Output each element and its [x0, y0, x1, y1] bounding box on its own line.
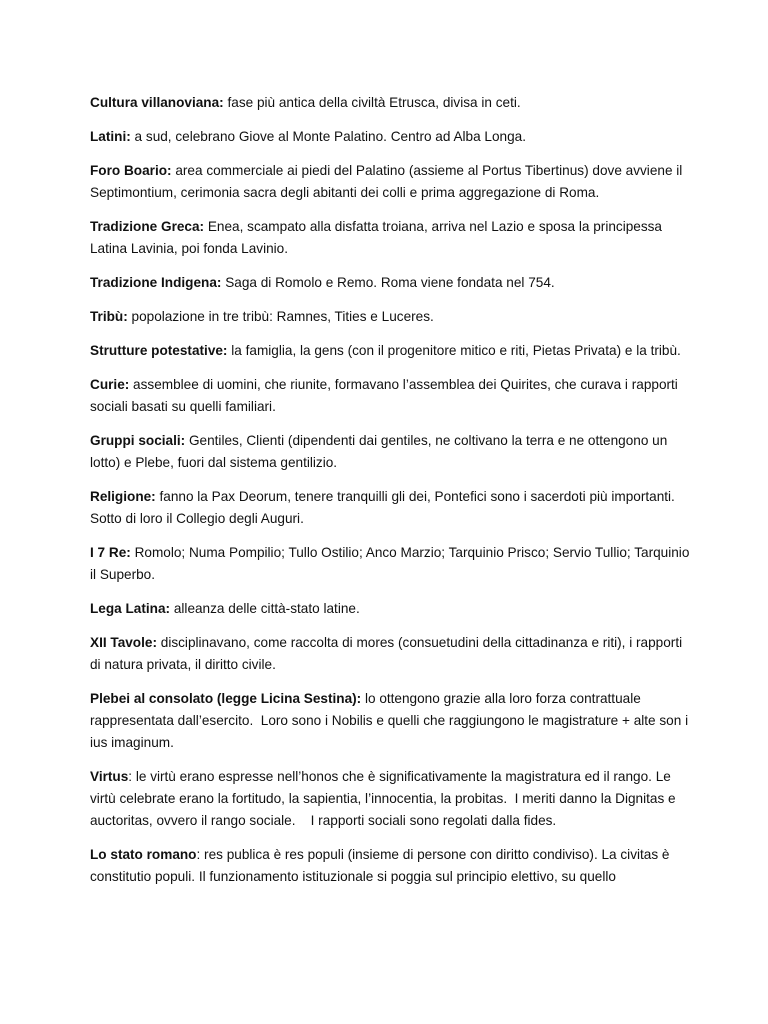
- entry-text: fanno la Pax Deorum, tenere tranquilli gli dei, Pontefici sono i sacerdoti più importanti. Sotto di loro il Collegio degli Auguri.: [90, 489, 679, 526]
- entry-tradizione-indigena: [90, 272, 690, 294]
- entry-term: Lo stato romano: [90, 847, 197, 862]
- entry-text: : res publica è res populi (insieme di persone con diritto condiviso). La civitas è constitutio populi. Il funzionamento istituzionale si poggia sul principio elettivo, su quello: [90, 847, 674, 884]
- entry-latini: [90, 126, 690, 148]
- entry-text: disciplinavano, come raccolta di mores (consuetudini della cittadinanza e riti), i rapporti di natura privata, il diritto civile.: [90, 635, 686, 672]
- entry-lega-latina: [90, 598, 690, 620]
- entry-plebei-al-consolato: [90, 688, 690, 754]
- entry-term: Gruppi sociali:: [90, 433, 186, 448]
- entry-virtus: [90, 766, 690, 832]
- entry-term: I 7 Re:: [90, 545, 131, 560]
- entry-strutture-potestative: [90, 340, 690, 362]
- entry-term: XII Tavole:: [90, 635, 157, 650]
- entry-term: Virtus: [90, 769, 129, 784]
- entry-tribu: [90, 306, 690, 328]
- entry-text: assemblee di uomini, che riunite, formavano l’assemblea dei Quirites, che curava i rapporti sociali basati su quelli familiari.: [90, 377, 682, 414]
- entry-term: Foro Boario:: [90, 163, 172, 178]
- entry-text: popolazione in tre tribù: Ramnes, Tities e Luceres.: [127, 309, 434, 324]
- entry-foro-boario: [90, 160, 690, 204]
- entry-curie: [90, 374, 690, 418]
- entry-term: Plebei al consolato (legge Licina Sestina):: [90, 691, 362, 706]
- document-page: [90, 92, 694, 900]
- entry-text: area commerciale ai piedi del Palatino (assieme al Portus Tibertinus) dove avviene il Septimontium, cerimonia sacra degli abitanti dei colli e prima aggregazione di Roma.: [90, 163, 687, 200]
- entry-term: Tribù:: [90, 309, 128, 324]
- entry-text: Enea, scampato alla disfatta troiana, arriva nel Lazio e sposa la principessa Latina Lavinia, poi fonda Lavinio.: [90, 219, 666, 256]
- entry-i-7-re: [90, 542, 694, 586]
- entry-tradizione-greca: [90, 216, 690, 260]
- entry-cultura-villanoviana: [90, 92, 690, 114]
- entry-lo-stato-romano: [90, 844, 690, 888]
- entry-term: Cultura villanoviana:: [90, 95, 224, 110]
- entry-term: Religione:: [90, 489, 156, 504]
- entry-text: alleanza delle città-stato latine.: [170, 601, 360, 616]
- entry-term: Latini:: [90, 129, 131, 144]
- entry-text: lo ottengono grazie alla loro forza contrattuale rappresentata dall’esercito. Loro sono i Nobilis e quelli che raggiungono le magistrature + alte son i ius imaginum.: [90, 691, 692, 750]
- entry-term: Tradizione Greca:: [90, 219, 205, 234]
- entry-text: Gentiles, Clienti (dipendenti dai gentiles, ne coltivano la terra e ne ottengono un lotto) e Plebe, fuori dal sistema gentilizio.: [90, 433, 672, 470]
- entry-text: a sud, celebrano Giove al Monte Palatino. Centro ad Alba Longa.: [130, 129, 527, 144]
- entry-text: fase più antica della civiltà Etrusca, divisa in ceti.: [223, 95, 521, 110]
- entry-xii-tavole: [90, 632, 690, 676]
- entry-text: la famiglia, la gens (con il progenitore mitico e riti, Pietas Privata) e la tribù.: [227, 343, 681, 358]
- entry-term: Strutture potestative:: [90, 343, 228, 358]
- entry-term: Tradizione Indigena:: [90, 275, 222, 290]
- entry-text: : le virtù erano espresse nell’honos che è significativamente la magistratura ed il rango. Le virtù celebrate erano la fortitudo, la sapientia, l’innocentia, la probitas. I meriti danno la Dignitas e auctoritas, ovvero il rango sociale. I rapporti sociali sono regolati dalla fides.: [90, 769, 680, 828]
- entry-term: Curie:: [90, 377, 130, 392]
- entry-religione: [90, 486, 690, 530]
- entry-text: Saga di Romolo e Remo. Roma viene fondata nel 754.: [221, 275, 555, 290]
- entry-term: Lega Latina:: [90, 601, 171, 616]
- entry-text: Romolo; Numa Pompilio; Tullo Ostilio; Anco Marzio; Tarquinio Prisco; Servio Tullio; Tarquinio il Superbo.: [90, 545, 694, 582]
- entry-gruppi-sociali: [90, 430, 690, 474]
